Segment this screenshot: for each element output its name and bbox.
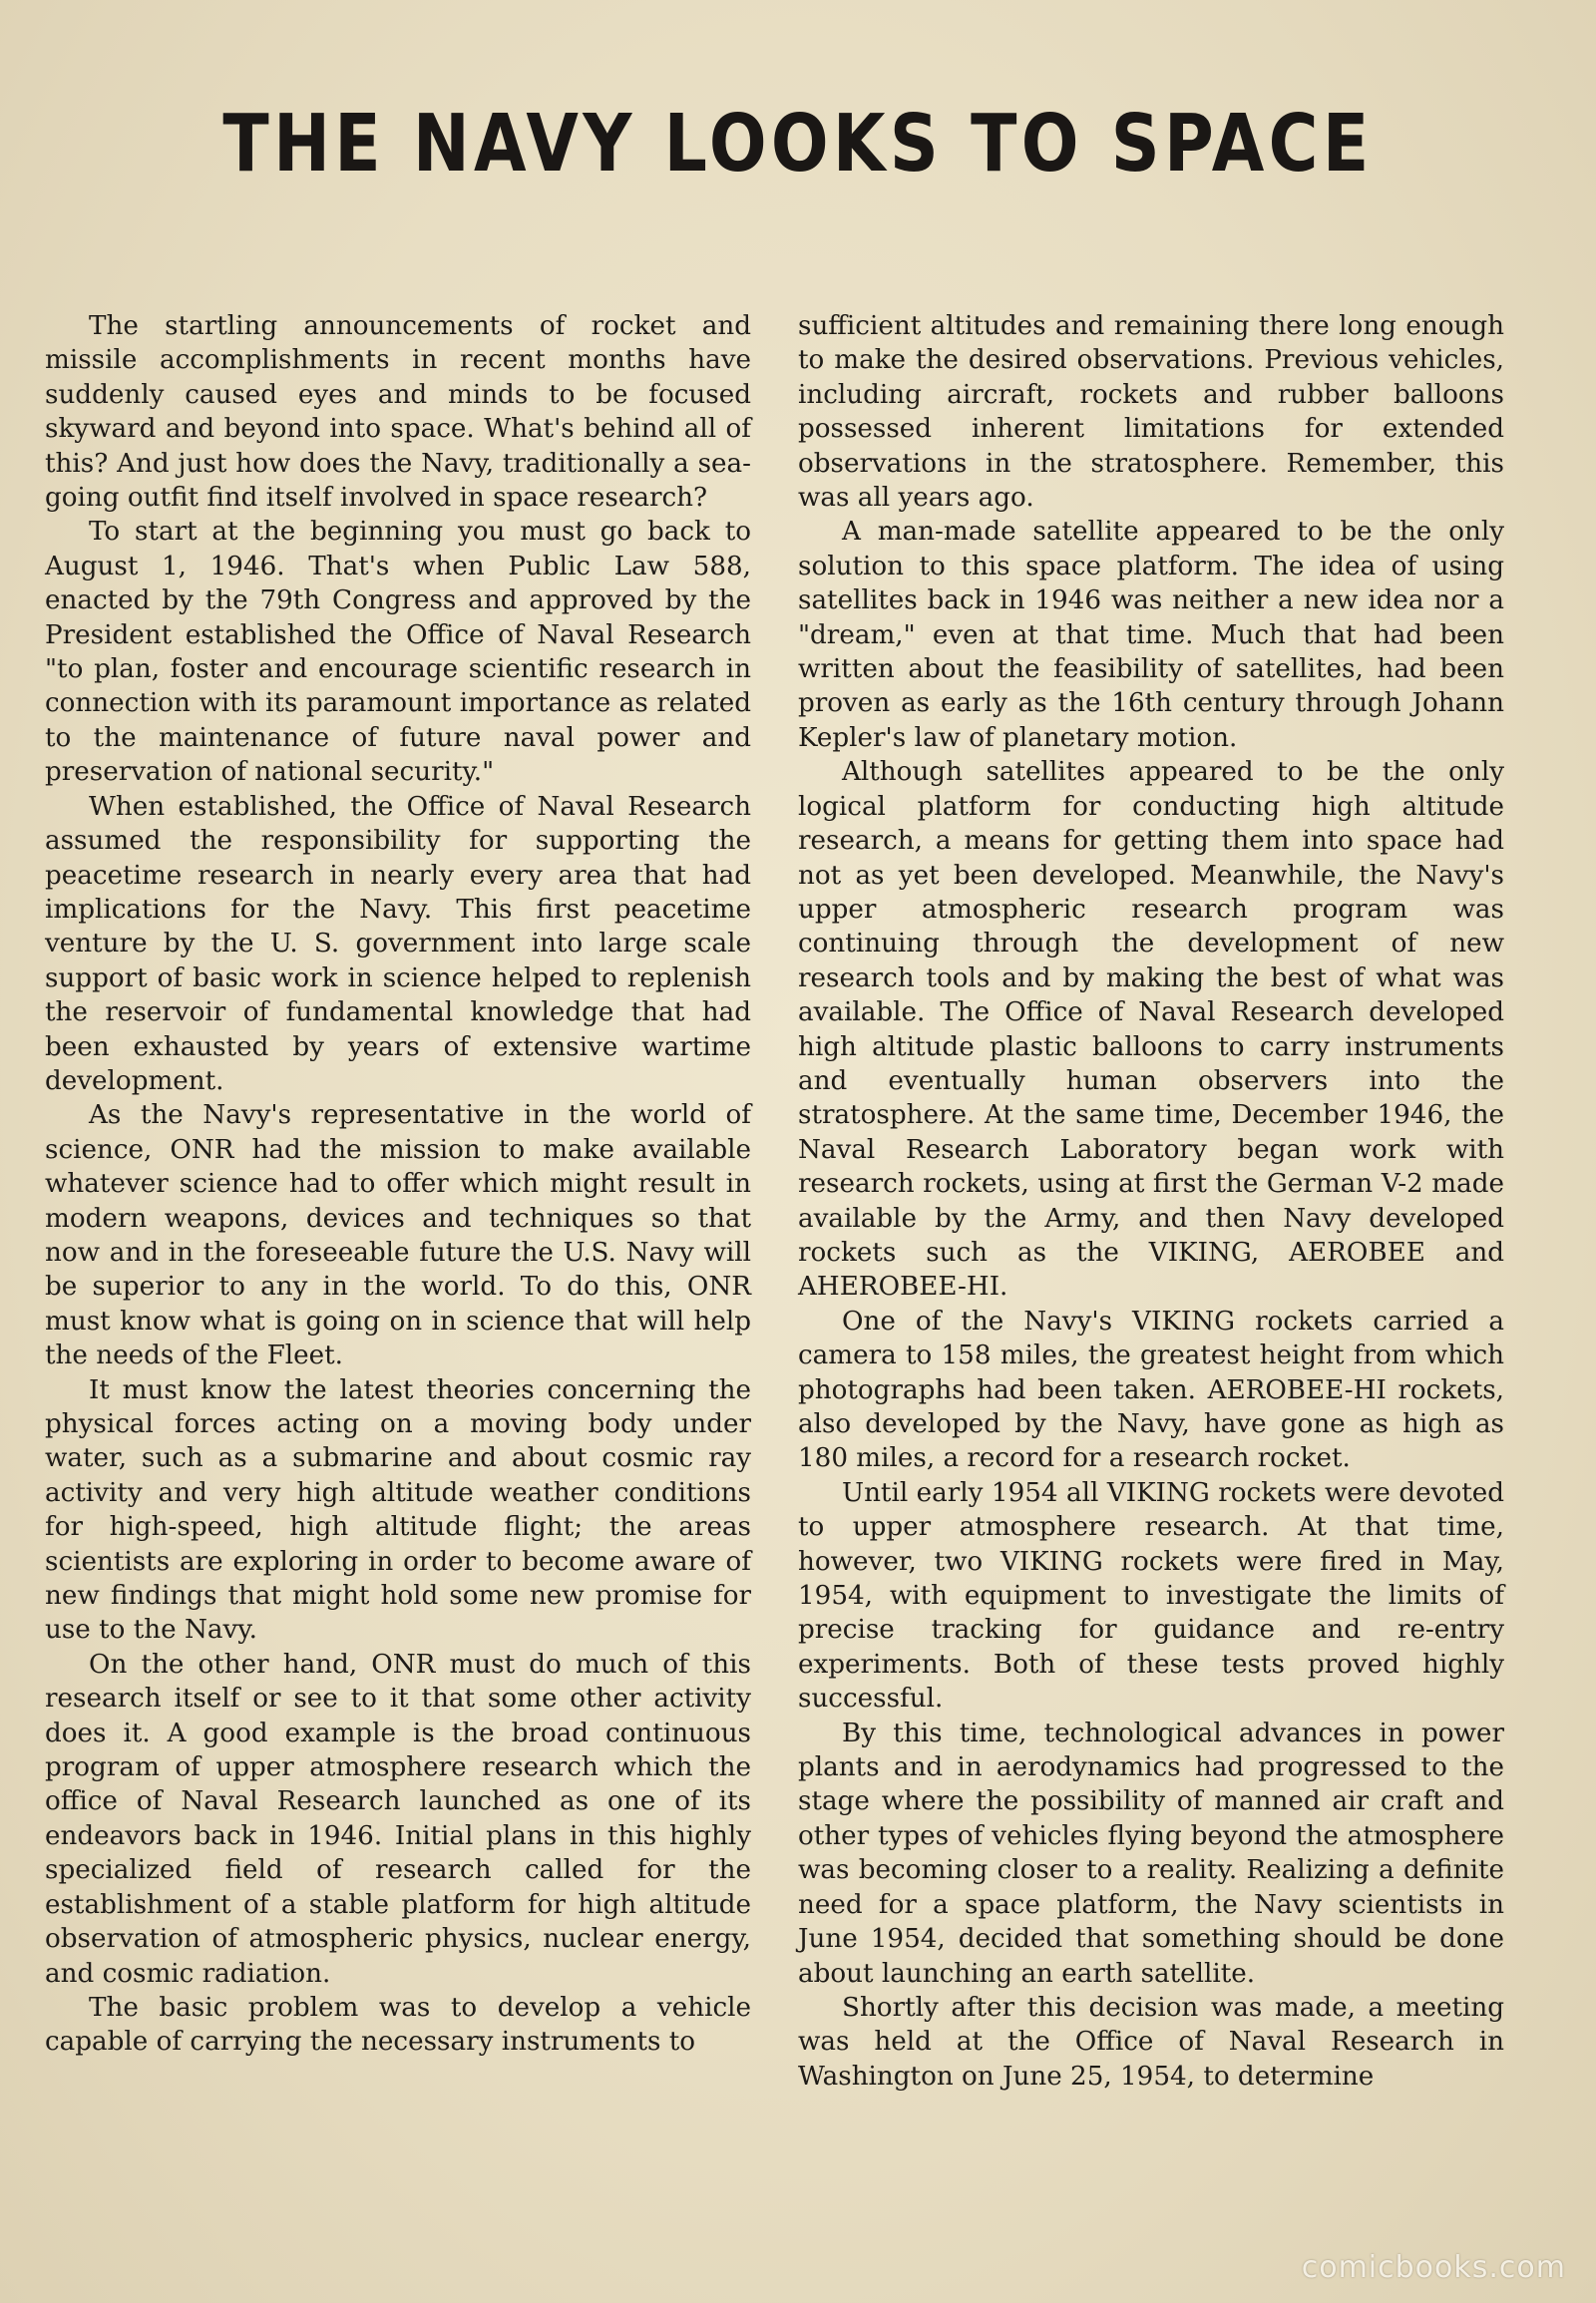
paragraph: The basic problem was to develop a vehicle capable of carrying the necessary instruments to	[45, 1992, 751, 2058]
paragraph: On the other hand, ONR must do much of this research itself or see to it that some other activity does it. A good example is the broad continuous program of upper atmosphere research which the office of Naval Research launched as one of its endeavors back in 1946. Initial plans in this highly specialized field of research called for the establishment of a stable platform for high altitude observation of atmospheric physics, nuclear energy, and cosmic radiation.	[45, 1649, 751, 1989]
paragraph: Shortly after this decision was made, a meeting was held at the Office of Naval Research in Washington on June 25, 1954, to determine	[798, 1992, 1504, 2092]
paragraph: Although satellites appeared to be the only logical platform for conducting high altitude research, a means for getting them into space had not as yet been developed. Meanwhile, the Navy's upper atmospheric research program was continuing through the development of new research tools and by making the best of what was available. The Office of Naval Research developed high altitude plastic balloons to carry instruments and eventually human observers into the stratosphere. At the same time, December 1946, the Naval Research Laboratory began work with research rockets, using at first the German V-2 made available by the Army, and then Navy developed rockets such as the VIKING, AEROBEE and AHEROBEE-HI.	[798, 757, 1504, 1303]
left-column	[45, 309, 751, 2060]
paragraph: As the Navy's representative in the world of science, ONR had the mission to make available whatever science had to offer which might result in modern weapons, devices and techniques so that now and in the foreseeable future the U.S. Navy will be superior to any in the world. To do this, ONR must know what is going on in science that will help the needs of the Fleet.	[45, 1100, 751, 1371]
paragraph: It must know the latest theories concerning the physical forces acting on a moving body under water, such as a submarine and about cosmic ray activity and very high altitude weather conditions for high-speed, high altitude flight; the areas scientists are exploring in order to become aware of new findings that might hold some new promise for use to the Navy.	[45, 1374, 751, 1646]
right-column	[798, 309, 1504, 2094]
watermark: comicbooks.com	[1301, 2250, 1566, 2285]
paragraph: One of the Navy's VIKING rockets carried a camera to 158 miles, the greatest height from which photographs had been taken. AEROBEE-HI rockets, also developed by the Navy, have gone as high as 180 miles, a record for a research rocket.	[798, 1306, 1504, 1474]
paragraph-continuation: sufficient altitudes and remaining there long enough to make the desired observations. Previous vehicles, including aircraft, rockets and rubber balloons possessed inherent limitations for extended observations in the stratosphere. Remember, this was all years ago.	[798, 311, 1504, 514]
article-title: THE NAVY LOOKS TO SPACE	[222, 98, 1374, 190]
paragraph: By this time, technological advances in power plants and in aerodynamics had progressed to the stage where the possibility of manned air craft and other types of vehicles flying beyond the atmosphere was becoming closer to a reality. Realizing a definite need for a space platform, the Navy scientists in June 1954, decided that something should be done about launching an earth satellite.	[798, 1718, 1504, 1989]
paragraph: To start at the beginning you must go back to August 1, 1946. That's when Public Law 588, enacted by the 79th Congress and approved by the President established the Office of Naval Research "to plan, foster and encourage scientific research in connection with its paramount importance as related to the maintenance of future naval power and preservation of national security."	[45, 517, 751, 788]
paragraph: When established, the Office of Naval Research assumed the responsibility for supporting the peacetime research in nearly every area that had implications for the Navy. This first peacetime venture by the U. S. government into large scale support of basic work in science helped to replenish the reservoir of fundamental knowledge that had been exhausted by years of extensive wartime development.	[45, 791, 751, 1096]
paragraph: A man-made satellite appeared to be the only solution to this space platform. The idea of using satellites back in 1946 was neither a new idea nor a "dream," even at that time. Much that had been written about the feasibility of satellites, had been proven as early as the 16th century through Johann Kepler's law of planetary motion.	[798, 517, 1504, 753]
paragraph: Until early 1954 all VIKING rockets were devoted to upper atmosphere research. At that time, however, two VIKING rockets were fired in May, 1954, with equipment to investigate the limits of precise tracking for guidance and re-entry experiments. Both of these tests proved highly successful.	[798, 1477, 1504, 1715]
paragraph: The startling announcements of rocket and missile accomplishments in recent months have suddenly caused eyes and minds to be focused skyward and beyond into space. What's behind all of this? And just how does the Navy, traditionally a sea-going outfit find itself involved in space research?	[45, 311, 751, 514]
